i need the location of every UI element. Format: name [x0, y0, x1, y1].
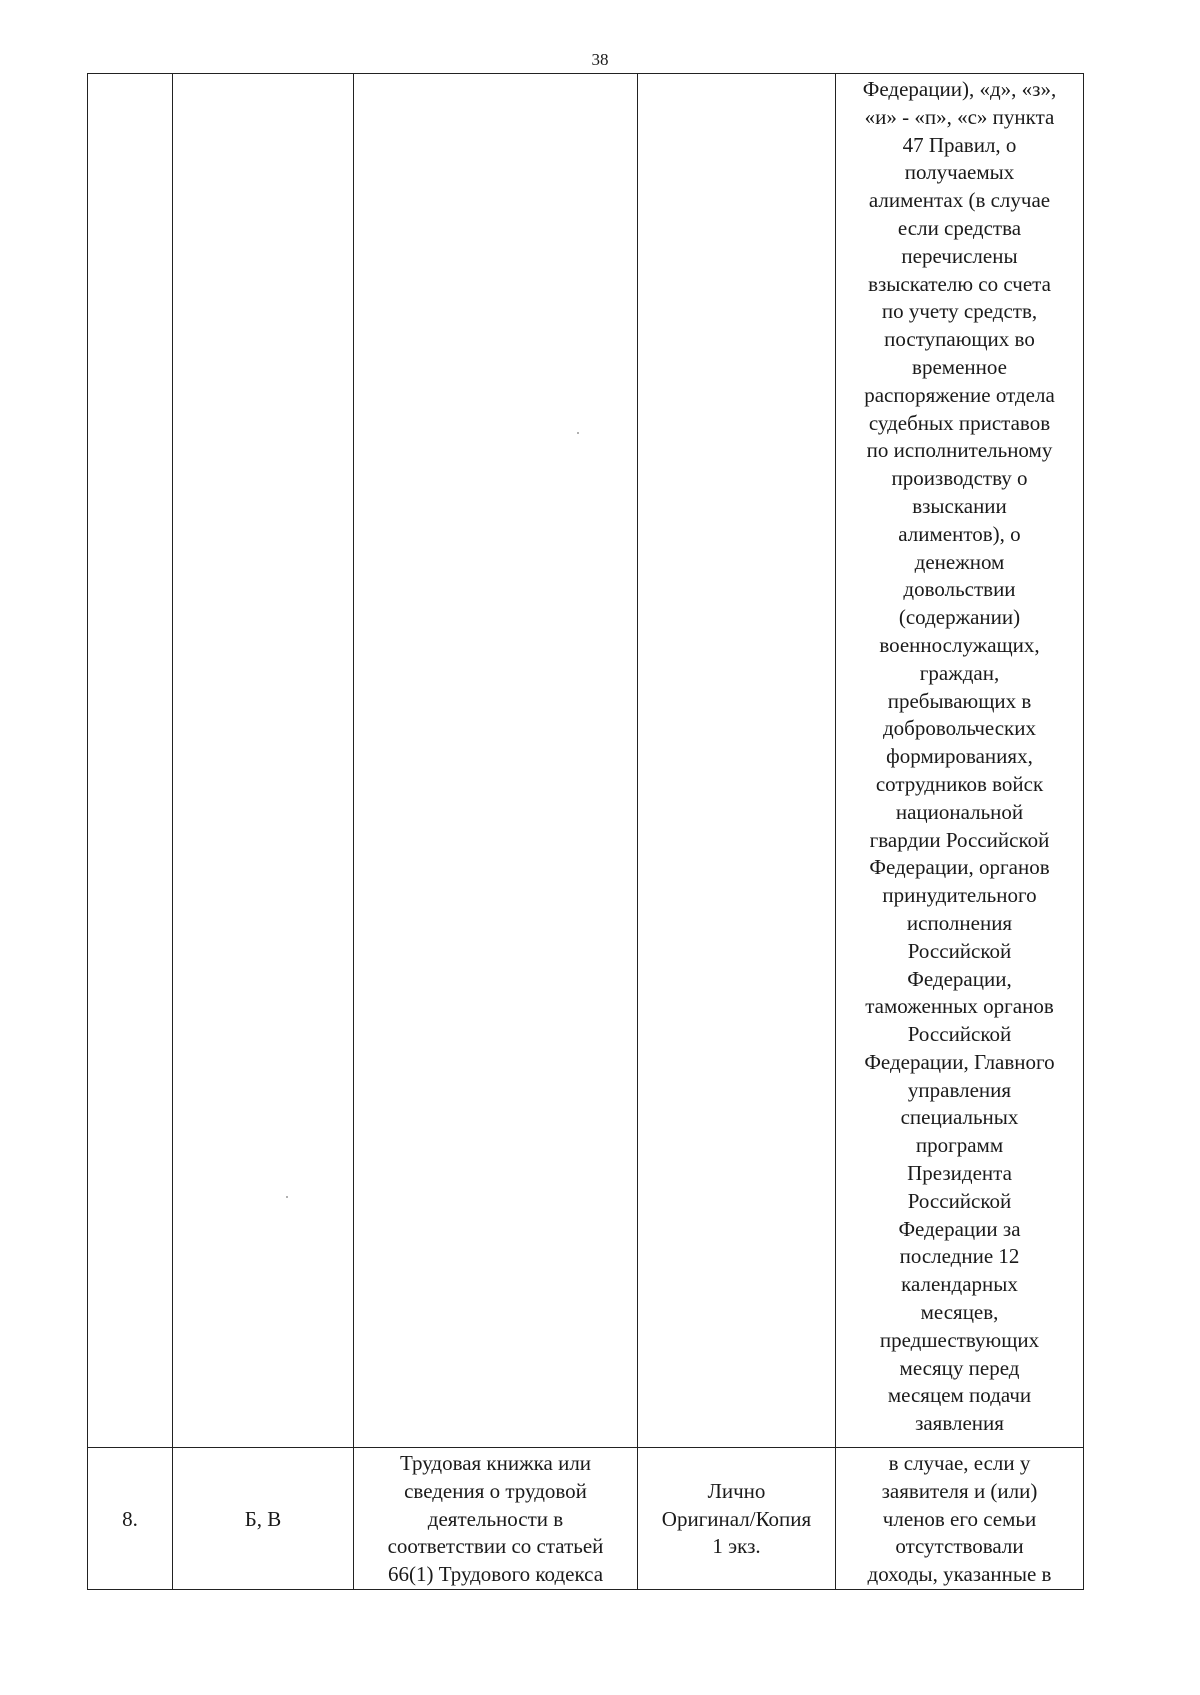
text-line: в случае, если у: [888, 1451, 1031, 1475]
text-line: Российской: [907, 1188, 1012, 1213]
text-line: перечислены: [901, 243, 1018, 268]
documents-table: [87, 73, 1084, 1590]
text-line: Федерации, Главного: [864, 1049, 1055, 1074]
text-line: заявителя и (или): [881, 1478, 1038, 1503]
text-line: принудительного: [882, 883, 1037, 908]
table-row-continuation: [88, 74, 1084, 1448]
text-line: если средства: [897, 215, 1022, 240]
text-line: Федерации,: [907, 966, 1012, 991]
text-line: распоряжение отдела: [864, 382, 1055, 407]
text-line: по учету средств,: [881, 299, 1038, 324]
text-line: алиментах (в случае: [868, 188, 1051, 213]
cell-categories-empty: [173, 74, 354, 1448]
text-line: по исполнительному: [866, 438, 1053, 463]
text-line: Лично: [707, 1478, 766, 1503]
text-line: временное: [912, 354, 1007, 379]
text-line: специальных: [900, 1105, 1019, 1130]
text-line: производству о: [891, 466, 1028, 491]
text-line: предшествующих: [879, 1327, 1040, 1352]
text-line: Российской: [907, 938, 1012, 963]
text-line: таможенных органов: [865, 994, 1054, 1019]
text-line: 66(1) Трудового кодекса: [387, 1562, 604, 1587]
text-line: деятельности в: [427, 1506, 564, 1531]
text-line: Трудовая книжка или: [399, 1451, 592, 1475]
text-line: довольствии: [903, 577, 1016, 602]
scan-speck: [577, 432, 579, 434]
text-line: Федерации за: [898, 1216, 1021, 1241]
text-line: военнослужащих,: [879, 632, 1040, 657]
cell-notes: [836, 1448, 1084, 1590]
text-line: граждан,: [919, 660, 1000, 685]
text-line: 47 Правил, о: [902, 132, 1017, 157]
text-line: судебных приставов: [868, 410, 1051, 435]
cell-notes-continuation: [836, 74, 1084, 1448]
text-line: соответствии со статьей: [387, 1534, 604, 1559]
cell-number-empty: [88, 74, 173, 1448]
text-line: сотрудников войск: [875, 771, 1044, 796]
text-line: последние 12: [899, 1244, 1020, 1269]
cell-row-number: 8.: [88, 1448, 173, 1590]
text-line: членов его семьи: [882, 1506, 1037, 1531]
text-line: алиментов), о: [898, 521, 1021, 546]
text-line: (содержании): [898, 605, 1021, 630]
cell-submission-method: [638, 1448, 836, 1590]
text-line: сведения о трудовой: [404, 1478, 587, 1503]
text-line: месяцу перед: [899, 1355, 1020, 1380]
text-line: отсутствовали: [895, 1534, 1024, 1559]
text-line: взыскателю со счета: [868, 271, 1051, 296]
text-line: программ: [915, 1133, 1004, 1158]
text-line: Федерации), «д», «з»,: [862, 77, 1057, 101]
text-line: взыскании: [912, 493, 1007, 518]
text-line: заявления: [915, 1411, 1004, 1436]
text-line: гвардии Российской: [869, 827, 1050, 852]
cell-submission-empty: [638, 74, 836, 1448]
text-line: Российской: [907, 1022, 1012, 1047]
text-line: получаемых: [904, 160, 1015, 185]
text-line: формированиях,: [886, 744, 1033, 769]
text-line: месяцем подачи: [887, 1383, 1032, 1408]
text-line: «и» - «п», «с» пункта: [864, 104, 1055, 129]
text-line: Президента: [907, 1161, 1012, 1186]
text-line: месяцев,: [920, 1300, 999, 1325]
text-line: добровольческих: [883, 716, 1036, 741]
text-line: доходы, указанные в: [867, 1562, 1052, 1587]
text-line: денежном: [914, 549, 1005, 574]
cell-document-empty: [354, 74, 638, 1448]
text-line: поступающих во: [884, 327, 1035, 352]
text-line: календарных: [901, 1272, 1018, 1297]
text-line: исполнения: [906, 910, 1013, 935]
text-line: 1 экз.: [712, 1534, 761, 1559]
page-number: 38: [591, 50, 609, 69]
text-line: Оригинал/Копия: [661, 1506, 812, 1531]
scan-speck: [286, 1196, 288, 1198]
cell-document-name: [354, 1448, 638, 1590]
table-row-8: [88, 1448, 1084, 1590]
cell-categories: Б, В: [173, 1448, 354, 1590]
text-line: национальной: [895, 799, 1024, 824]
text-line: Федерации, органов: [869, 855, 1050, 880]
text-line: пребывающих в: [887, 688, 1032, 713]
text-line: управления: [907, 1077, 1012, 1102]
